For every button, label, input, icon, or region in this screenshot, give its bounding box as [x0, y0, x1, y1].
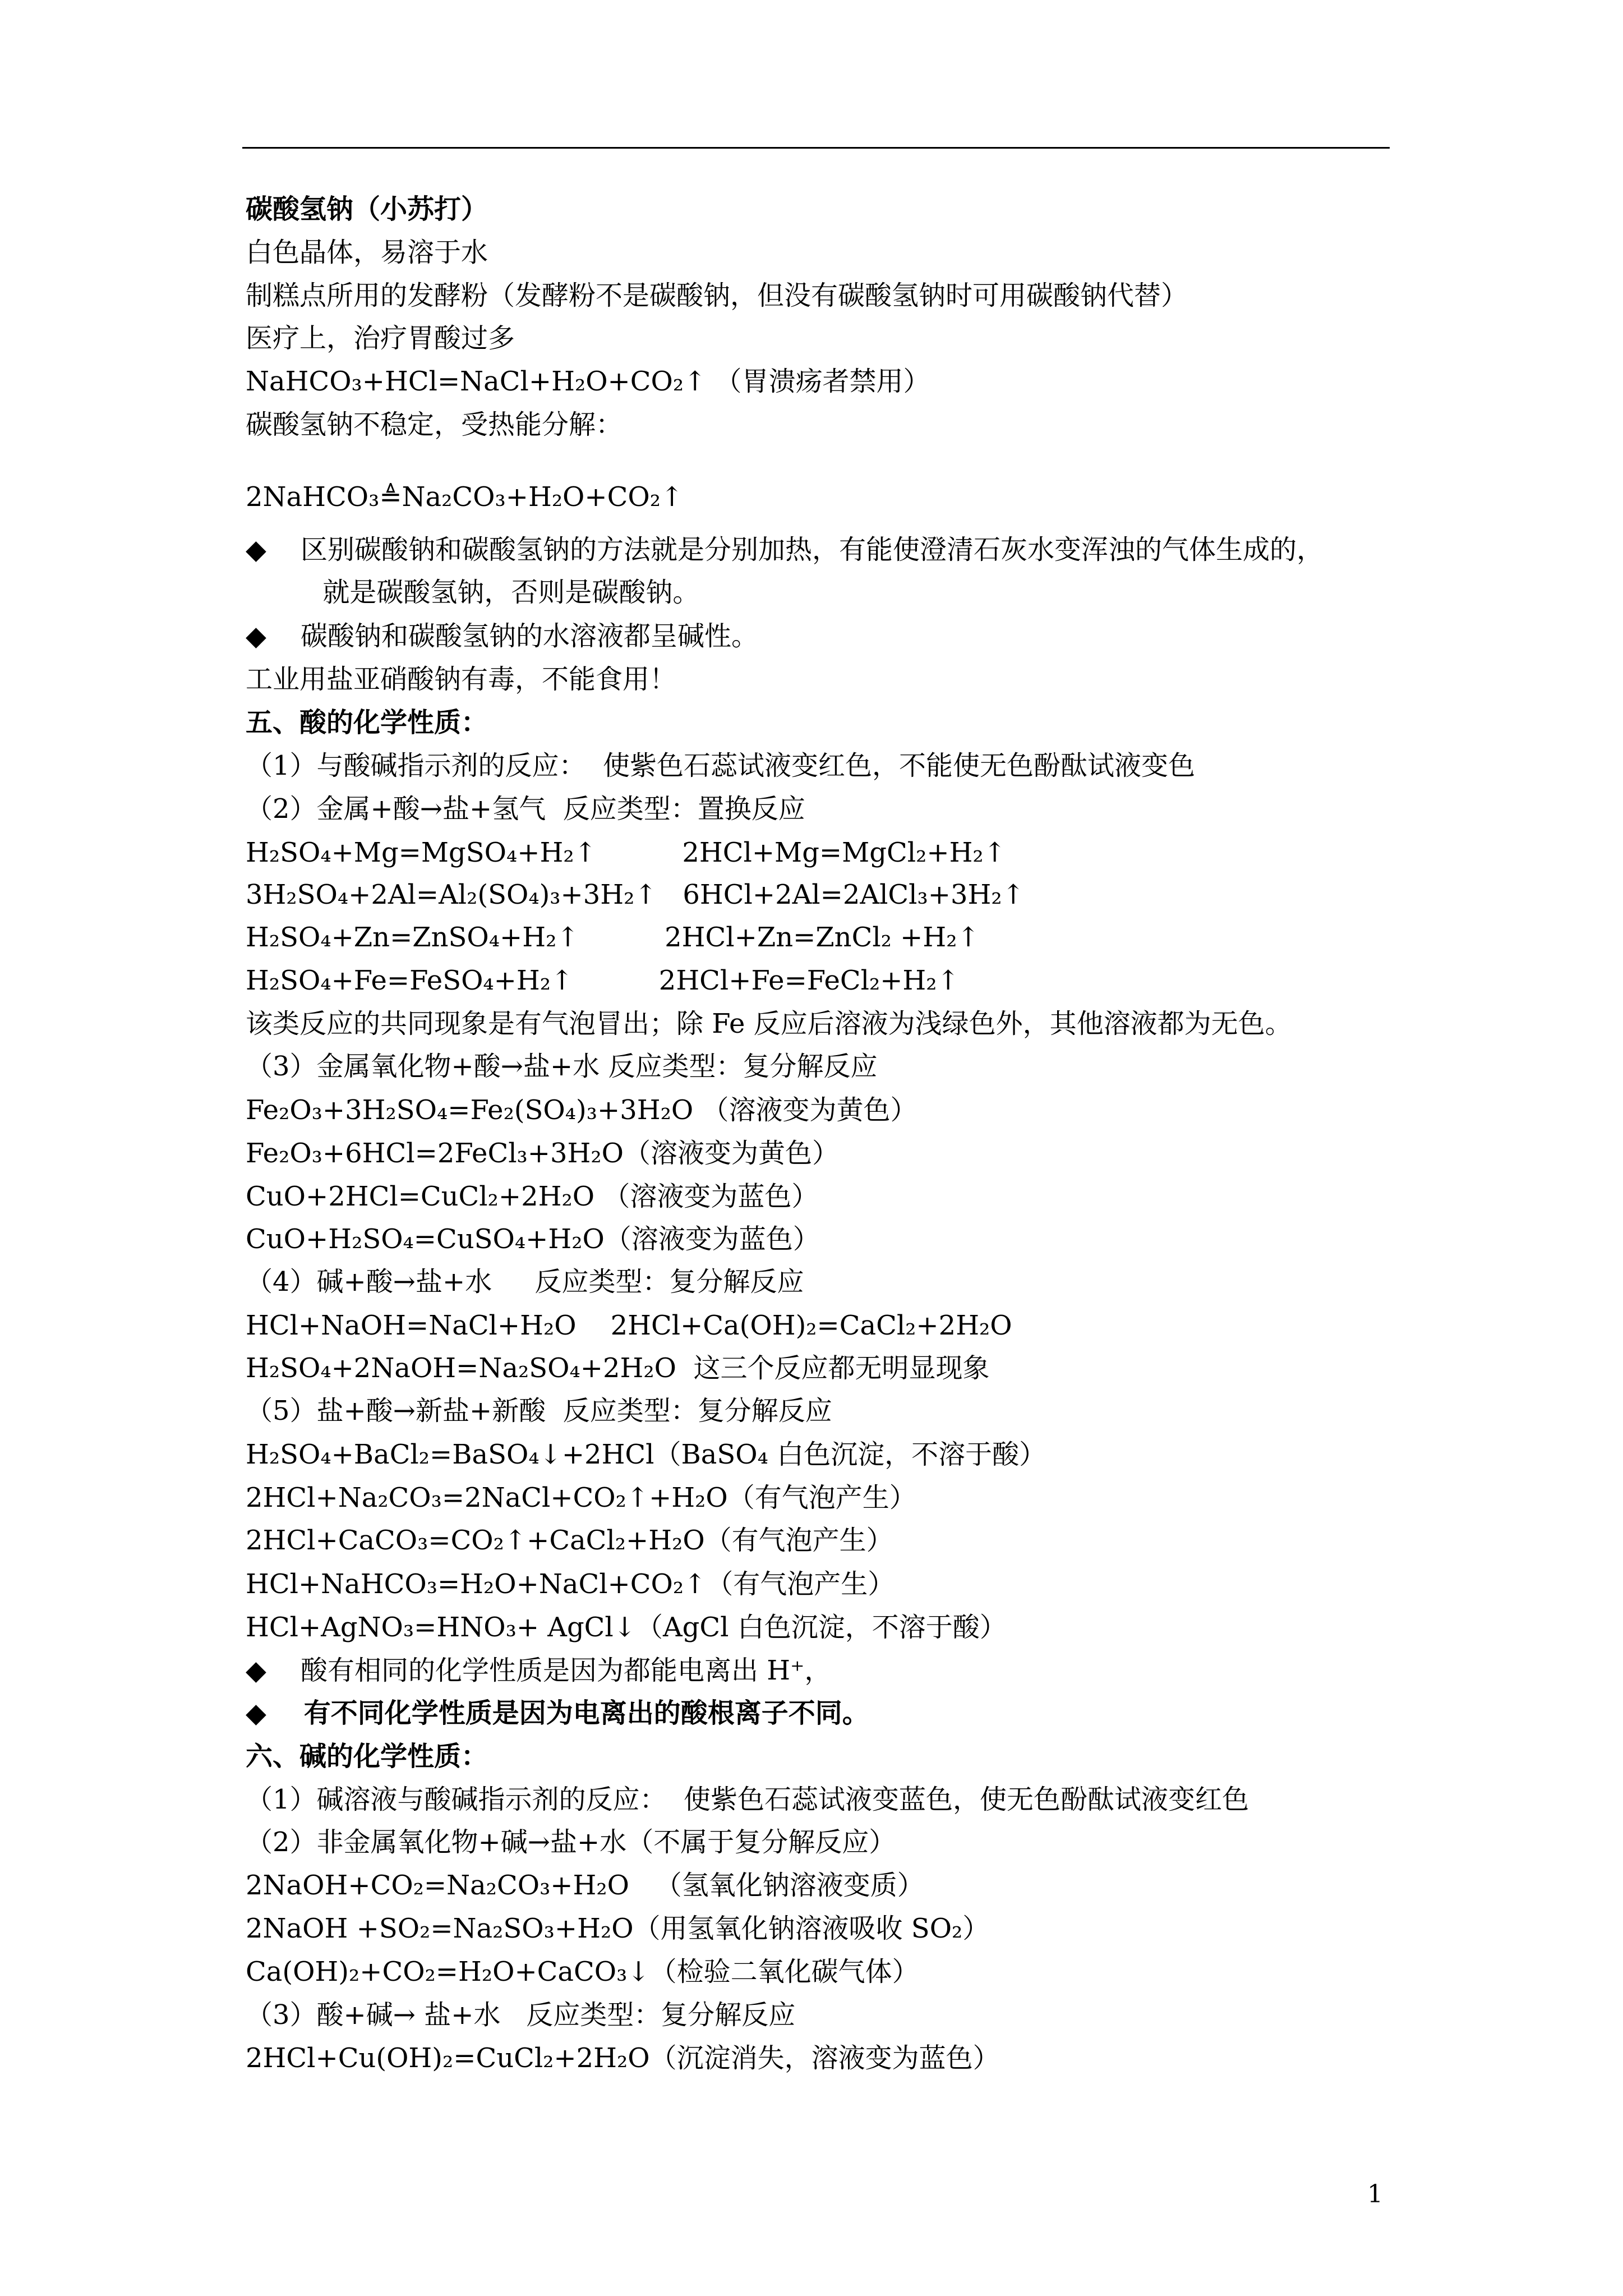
text-line: Fe₂O₃+6HCl=2FeCl₃+3H₂O（溶液变为黄色） [246, 1138, 839, 1169]
text-line: 工业用盐亚硝酸钠有毒，不能食用！ [246, 664, 677, 695]
text-line: ◆ 有不同化学性质是因为电离出的酸根离子不同。 [246, 1697, 869, 1729]
text-line: 医疗上，治疗胃酸过多 [246, 323, 515, 354]
text-line: 2HCl+CaCO₃=CO₂↑+CaCl₂+H₂O（有气泡产生） [246, 1525, 893, 1556]
text-line: 2NaOH+CO₂=Na₂CO₃+H₂O （氢氧化钠溶液变质） [246, 1870, 924, 1901]
text-line: 制糕点所用的发酵粉（发酵粉不是碳酸钠，但没有碳酸氢钠时可用碳酸钠代替） [246, 280, 1188, 311]
text-line: （3）金属氧化物+酸→盐+水 反应类型：复分解反应 [246, 1051, 878, 1082]
text-line: CuO+2HCl=CuCl₂+2H₂O （溶液变为蓝色） [246, 1181, 819, 1212]
text-line: H₂SO₄+2NaOH=Na₂SO₄+2H₂O 这三个反应都无明显现象 [246, 1352, 990, 1384]
text-line: Fe₂O₃+3H₂SO₄=Fe₂(SO₄)₃+3H₂O （溶液变为黄色） [246, 1094, 917, 1126]
text-line: （1）与酸碱指示剂的反应： 使紫色石蕊试液变红色，不能使无色酚酞试液变色 [246, 750, 1196, 781]
text-line: 2HCl+Na₂CO₃=2NaCl+CO₂↑+H₂O（有气泡产生） [246, 1482, 916, 1513]
text-line: （1）碱溶液与酸碱指示剂的反应： 使紫色石蕊试液变蓝色，使无色酚酞试液变红色 [246, 1784, 1249, 1815]
text-line: 五、酸的化学性质： [246, 707, 488, 738]
text-line: 碳酸氢钠（小苏打） [246, 194, 488, 225]
text-line: （2）金属+酸→盐+氢气 反应类型：置换反应 [246, 793, 805, 825]
text-line: 2HCl+Cu(OH)₂=CuCl₂+2H₂O（沉淀消失，溶液变为蓝色） [246, 2042, 1000, 2074]
text-line: H₂SO₄+Fe=FeSO₄+H₂↑ 2HCl+Fe=FeCl₂+H₂↑ [246, 965, 960, 996]
text-line: ◆ 区别碳酸钠和碳酸氢钠的方法就是分别加热，有能使澄清石灰水变浑浊的气体生成的， [246, 534, 1324, 565]
text-line: 就是碳酸氢钠，否则是碳酸钠。 [246, 577, 700, 608]
text-line: （5）盐+酸→新盐+新酸 反应类型：复分解反应 [246, 1395, 832, 1427]
page-number: 1 [1367, 2180, 1383, 2208]
text-line: H₂SO₄+Zn=ZnSO₄+H₂↑ 2HCl+Zn=ZnCl₂ +H₂↑ [246, 922, 980, 953]
text-line: HCl+NaHCO₃=H₂O+NaCl+CO₂↑（有气泡产生） [246, 1568, 895, 1600]
text-line: 该类反应的共同现象是有气泡冒出；除 Fe 反应后溶液为浅绿色外，其他溶液都为无色。 [246, 1008, 1292, 1039]
text-line: Ca(OH)₂+CO₂=H₂O+CaCO₃↓（检验二氧化碳气体） [246, 1956, 919, 1987]
text-line: 2NaOH +SO₂=Na₂SO₃+H₂O（用氢氧化钠溶液吸收 SO₂） [246, 1913, 990, 1944]
text-line: （2）非金属氧化物+碱→盐+水（不属于复分解反应） [246, 1826, 896, 1858]
text-line: ◆ 碳酸钠和碳酸氢钠的水溶液都呈碱性。 [246, 620, 758, 652]
text-line: 白色晶体，易溶于水 [246, 237, 488, 268]
text-line: H₂SO₄+BaCl₂=BaSO₄↓+2HCl（BaSO₄ 白色沉淀，不溶于酸） [246, 1439, 1046, 1470]
text-line: 2NaHCO₃≜Na₂CO₃+H₂O+CO₂↑ [246, 481, 684, 513]
text-line: HCl+NaOH=NaCl+H₂O 2HCl+Ca(OH)₂=CaCl₂+2H₂O [246, 1310, 1012, 1341]
text-line: 碳酸氢钠不稳定，受热能分解： [246, 409, 623, 440]
text-line: （4）碱+酸→盐+水 反应类型：复分解反应 [246, 1266, 804, 1297]
header-rule [242, 147, 1390, 149]
text-line: NaHCO₃+HCl=NaCl+H₂O+CO₂↑ （胃溃疡者禁用） [246, 366, 930, 397]
text-line: 3H₂SO₄+2Al=Al₂(SO₄)₃+3H₂↑ 6HCl+2Al=2AlCl₃+3H₂↑ [246, 879, 1025, 910]
text-line: CuO+H₂SO₄=CuSO₄+H₂O（溶液变为蓝色） [246, 1223, 820, 1255]
text-line: 六、碱的化学性质： [246, 1741, 488, 1772]
text-line: ◆ 酸有相同的化学性质是因为都能电离出 H⁺， [246, 1655, 832, 1686]
text-line: HCl+AgNO₃=HNO₃+ AgCl↓（AgCl 白色沉淀，不溶于酸） [246, 1612, 1007, 1643]
text-line: H₂SO₄+Mg=MgSO₄+H₂↑ 2HCl+Mg=MgCl₂+H₂↑ [246, 837, 1006, 868]
text-line: （3）酸+碱→ 盐+水 反应类型：复分解反应 [246, 1999, 796, 2031]
